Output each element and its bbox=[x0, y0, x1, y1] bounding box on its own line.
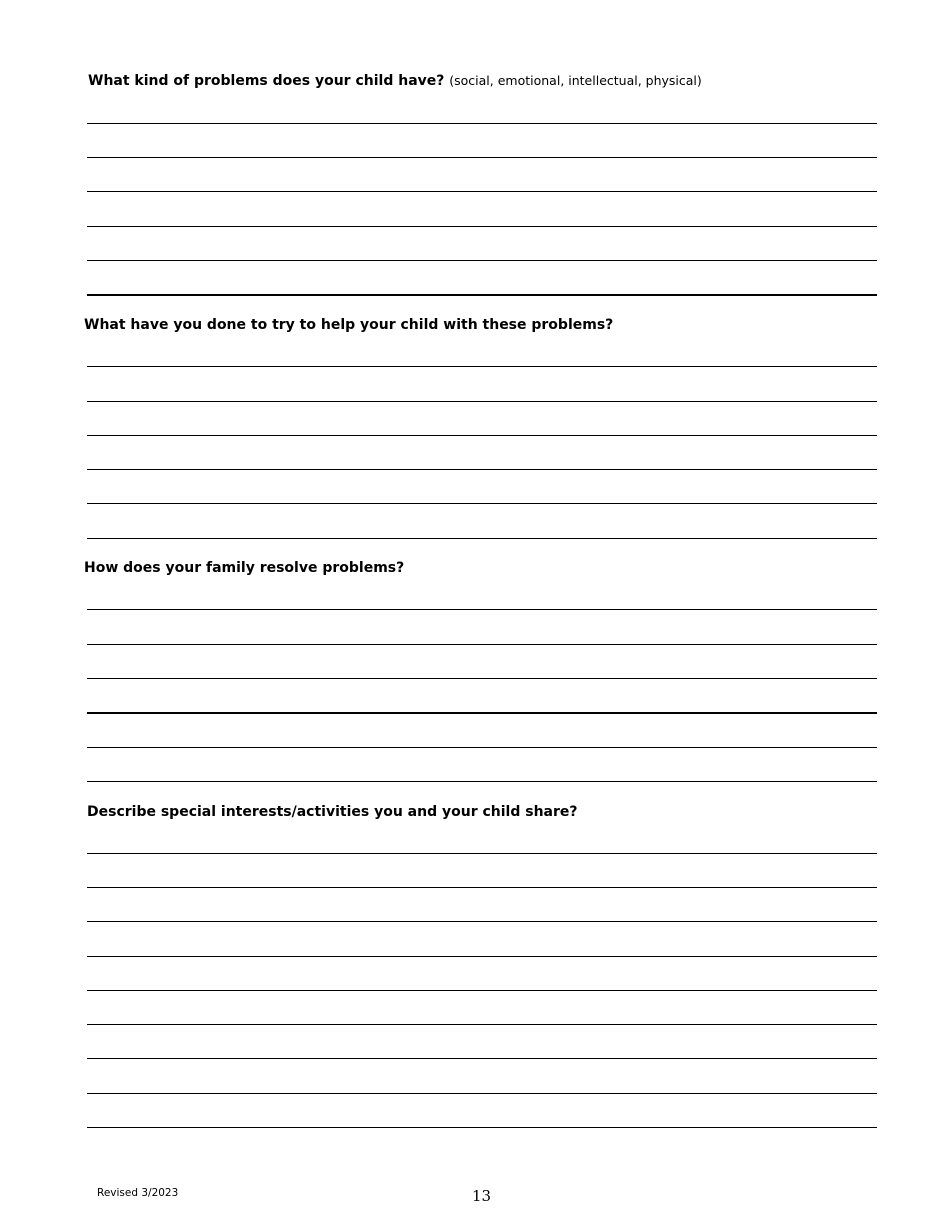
answer-line[interactable] bbox=[87, 712, 877, 714]
question-child-problems-text: What kind of problems does your child have? bbox=[88, 73, 445, 89]
page-number: 13 bbox=[472, 1187, 492, 1205]
answer-line[interactable] bbox=[87, 781, 877, 782]
answer-line[interactable] bbox=[87, 260, 877, 261]
revision-date: Revised 3/2023 bbox=[97, 1187, 179, 1199]
answer-line[interactable] bbox=[87, 1127, 877, 1128]
answer-line[interactable] bbox=[87, 609, 877, 610]
answer-line[interactable] bbox=[87, 294, 877, 296]
question-family-resolve-text: How does your family resolve problems? bbox=[84, 560, 405, 576]
answer-line[interactable] bbox=[87, 469, 877, 470]
answer-line[interactable] bbox=[87, 887, 877, 888]
question-family-resolve bbox=[84, 560, 404, 576]
answer-line[interactable] bbox=[87, 956, 877, 957]
answer-line[interactable] bbox=[87, 644, 877, 645]
answer-line[interactable] bbox=[87, 191, 877, 192]
answer-line[interactable] bbox=[87, 226, 877, 227]
question-child-problems bbox=[88, 73, 702, 89]
answer-line[interactable] bbox=[87, 435, 877, 436]
answer-line[interactable] bbox=[87, 157, 877, 158]
question-help-efforts-text: What have you done to try to help your child with these problems? bbox=[84, 317, 614, 333]
answer-line[interactable] bbox=[87, 503, 877, 504]
answer-line[interactable] bbox=[87, 921, 877, 922]
answer-line[interactable] bbox=[87, 853, 877, 854]
answer-line[interactable] bbox=[87, 1093, 877, 1094]
answer-line[interactable] bbox=[87, 747, 877, 748]
answer-line[interactable] bbox=[87, 1058, 877, 1059]
answer-line[interactable] bbox=[87, 366, 877, 367]
answer-line[interactable] bbox=[87, 123, 877, 124]
answer-line[interactable] bbox=[87, 678, 877, 679]
question-shared-interests-text: Describe special interests/activities you and your child share? bbox=[87, 804, 578, 820]
question-shared-interests bbox=[87, 804, 578, 820]
answer-line[interactable] bbox=[87, 401, 877, 402]
answer-line[interactable] bbox=[87, 538, 877, 539]
question-help-efforts bbox=[84, 317, 613, 333]
answer-line[interactable] bbox=[87, 990, 877, 991]
answer-line[interactable] bbox=[87, 1024, 877, 1025]
question-child-problems-hint: (social, emotional, intellectual, physical) bbox=[449, 73, 702, 88]
